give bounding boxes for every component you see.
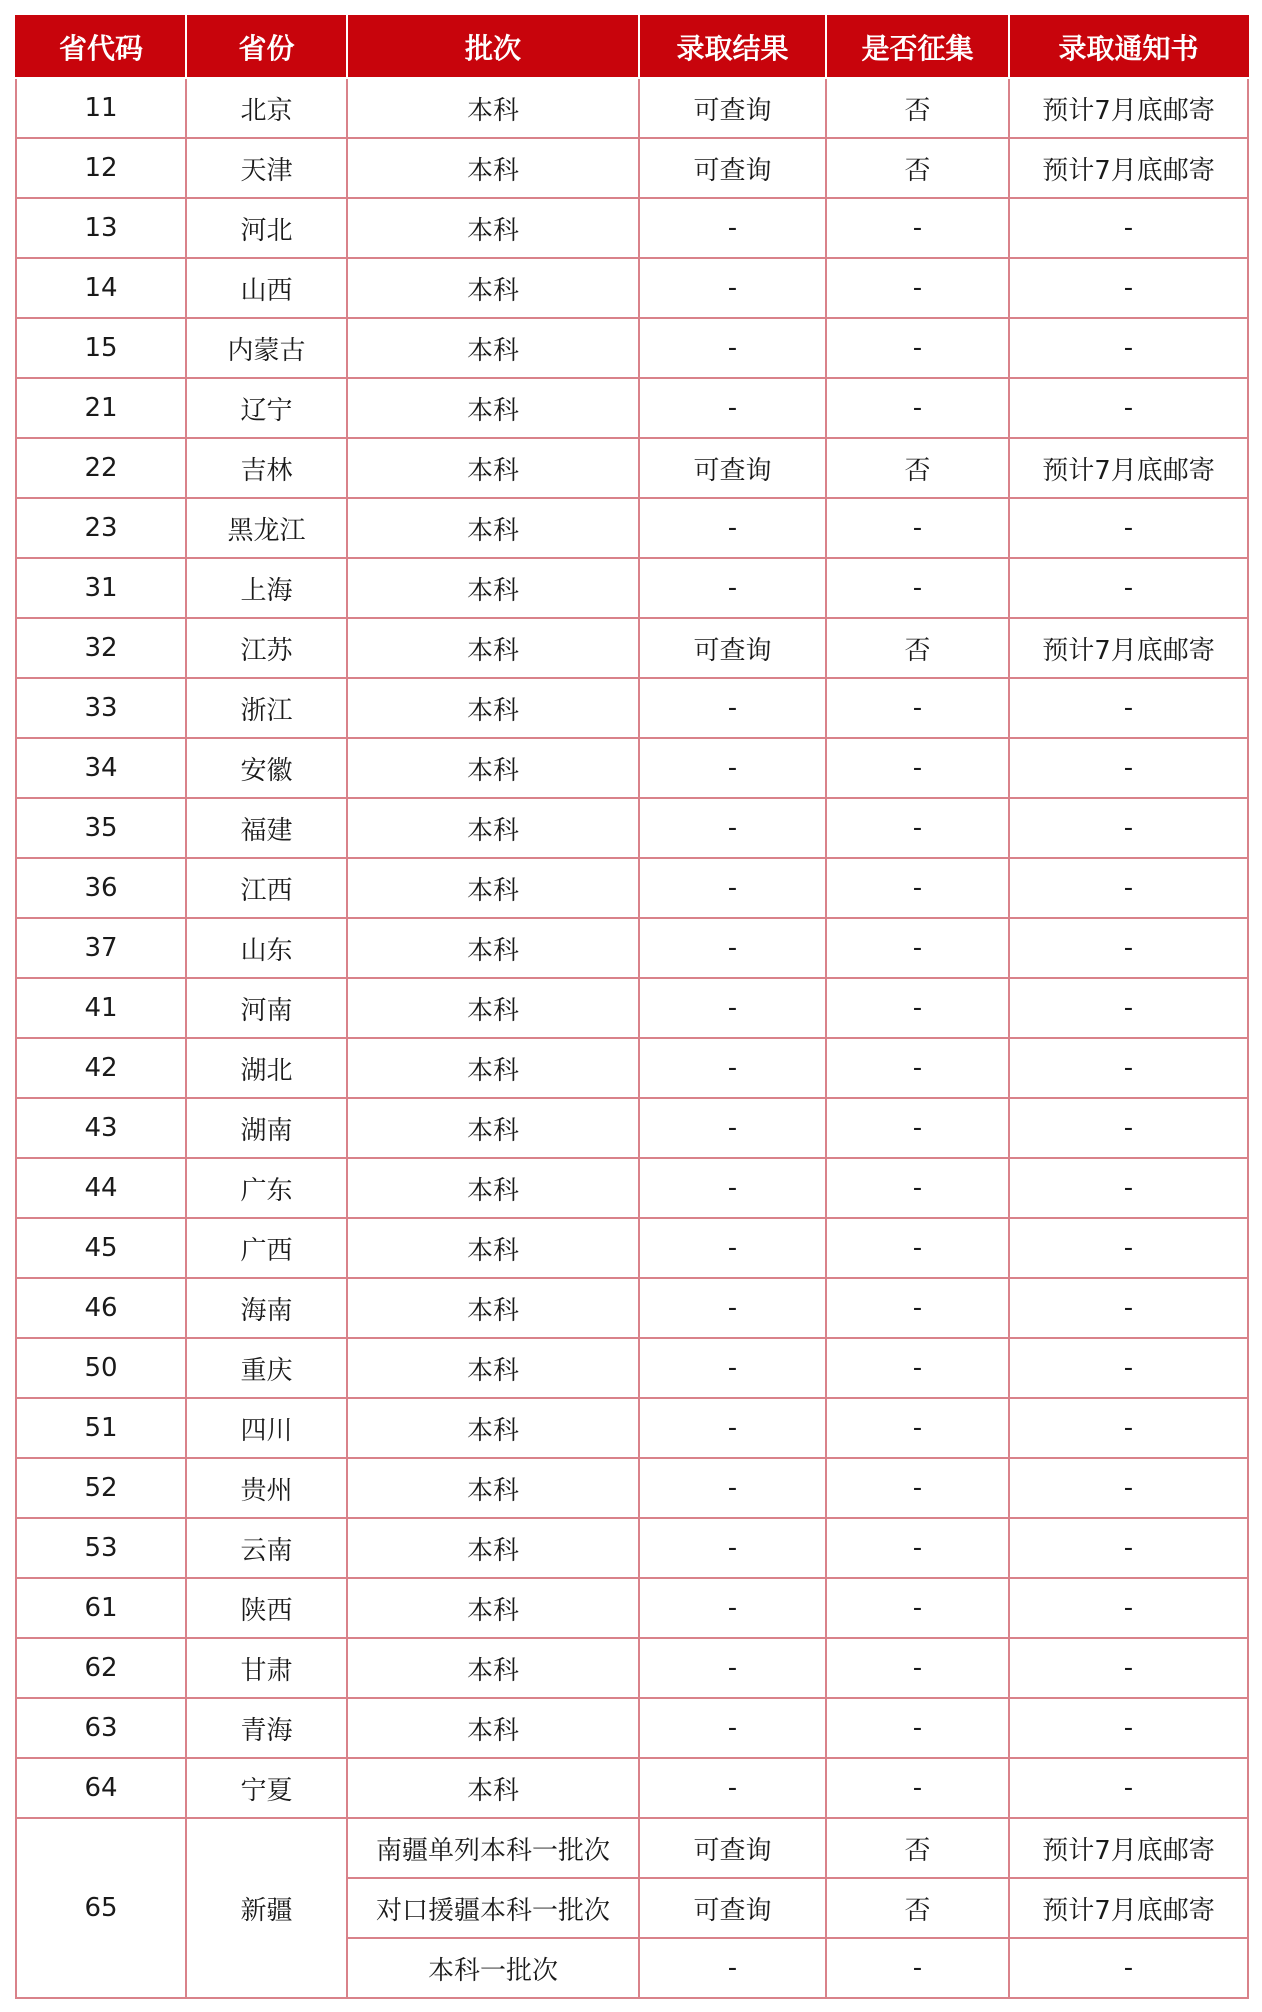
cell-province: 吉林: [186, 438, 347, 498]
cell-admission-result: -: [639, 378, 826, 438]
cell-solicitation: 否: [826, 138, 1009, 198]
cell-admission-result: -: [639, 498, 826, 558]
cell-admission-result: -: [639, 1638, 826, 1698]
cell-province: 黑龙江: [186, 498, 347, 558]
cell-province-code: 14: [16, 258, 186, 318]
cell-province: 贵州: [186, 1458, 347, 1518]
cell-admission-result: -: [639, 1938, 826, 1998]
cell-batch: 本科: [347, 738, 639, 798]
table-row: [16, 738, 1248, 798]
cell-solicitation: -: [826, 378, 1009, 438]
table-row: [16, 798, 1248, 858]
cell-province-code: 63: [16, 1698, 186, 1758]
table-row: [16, 1818, 1248, 1878]
cell-province: 甘肃: [186, 1638, 347, 1698]
cell-batch: 本科: [347, 198, 639, 258]
cell-admission-result: -: [639, 1338, 826, 1398]
cell-province: 上海: [186, 558, 347, 618]
cell-province-code: 53: [16, 1518, 186, 1578]
cell-batch: 本科: [347, 138, 639, 198]
table-row: [16, 318, 1248, 378]
cell-batch: 本科: [347, 918, 639, 978]
cell-admission-letter: -: [1009, 198, 1248, 258]
table-row: [16, 1038, 1248, 1098]
cell-province: 广西: [186, 1218, 347, 1278]
cell-province: 江西: [186, 858, 347, 918]
cell-admission-letter: -: [1009, 798, 1248, 858]
cell-admission-result: -: [639, 1038, 826, 1098]
cell-batch: 本科: [347, 1638, 639, 1698]
cell-admission-letter: -: [1009, 258, 1248, 318]
cell-province: 河北: [186, 198, 347, 258]
table-row: [16, 558, 1248, 618]
cell-province-code: 44: [16, 1158, 186, 1218]
cell-admission-letter: -: [1009, 1398, 1248, 1458]
cell-batch: 对口援疆本科一批次: [347, 1878, 639, 1938]
cell-province-code: 23: [16, 498, 186, 558]
cell-admission-result: -: [639, 1698, 826, 1758]
cell-admission-letter: -: [1009, 318, 1248, 378]
table-row: [16, 978, 1248, 1038]
cell-province: 天津: [186, 138, 347, 198]
cell-province-code: 64: [16, 1758, 186, 1818]
cell-admission-result: -: [639, 978, 826, 1038]
cell-province: 内蒙古: [186, 318, 347, 378]
cell-batch: 本科: [347, 1458, 639, 1518]
cell-solicitation: -: [826, 198, 1009, 258]
cell-admission-result: -: [639, 198, 826, 258]
cell-province: 重庆: [186, 1338, 347, 1398]
cell-province-code: 52: [16, 1458, 186, 1518]
cell-admission-letter: -: [1009, 1038, 1248, 1098]
cell-province-code: 32: [16, 618, 186, 678]
cell-province-code: 35: [16, 798, 186, 858]
cell-solicitation: -: [826, 1218, 1009, 1278]
table-row: [16, 618, 1248, 678]
table-row: [16, 1218, 1248, 1278]
table-row: [16, 498, 1248, 558]
cell-batch: 本科: [347, 1038, 639, 1098]
cell-province: 四川: [186, 1398, 347, 1458]
table-row: [16, 78, 1248, 138]
cell-solicitation: -: [826, 1638, 1009, 1698]
cell-admission-result: -: [639, 1218, 826, 1278]
table-row: [16, 858, 1248, 918]
cell-batch: 本科: [347, 798, 639, 858]
cell-province-code: 21: [16, 378, 186, 438]
cell-batch: 本科: [347, 1158, 639, 1218]
cell-solicitation: 否: [826, 78, 1009, 138]
cell-batch: 本科: [347, 1338, 639, 1398]
table-row: [16, 138, 1248, 198]
table-row: [16, 1278, 1248, 1338]
cell-batch: 本科: [347, 1398, 639, 1458]
cell-province-code: 45: [16, 1218, 186, 1278]
cell-solicitation: -: [826, 1698, 1009, 1758]
cell-province: 新疆: [186, 1818, 347, 1998]
cell-admission-letter: -: [1009, 1698, 1248, 1758]
cell-admission-result: -: [639, 1398, 826, 1458]
cell-admission-result: -: [639, 798, 826, 858]
cell-admission-result: -: [639, 318, 826, 378]
table-row: [16, 1638, 1248, 1698]
cell-admission-letter: -: [1009, 558, 1248, 618]
cell-batch: 本科: [347, 78, 639, 138]
cell-province: 山东: [186, 918, 347, 978]
cell-admission-result: 可查询: [639, 78, 826, 138]
cell-admission-result: 可查询: [639, 618, 826, 678]
cell-province-code: 36: [16, 858, 186, 918]
cell-batch: 本科: [347, 558, 639, 618]
table-body: [16, 78, 1248, 1998]
cell-province: 湖北: [186, 1038, 347, 1098]
cell-solicitation: -: [826, 738, 1009, 798]
cell-solicitation: 否: [826, 438, 1009, 498]
cell-solicitation: -: [826, 1038, 1009, 1098]
cell-admission-result: -: [639, 1758, 826, 1818]
cell-province-code: 62: [16, 1638, 186, 1698]
cell-solicitation: 否: [826, 618, 1009, 678]
cell-admission-letter: -: [1009, 918, 1248, 978]
cell-admission-letter: 预计7月底邮寄: [1009, 78, 1248, 138]
cell-solicitation: -: [826, 1278, 1009, 1338]
cell-solicitation: -: [826, 858, 1009, 918]
cell-province: 辽宁: [186, 378, 347, 438]
cell-admission-letter: -: [1009, 1578, 1248, 1638]
cell-admission-letter: -: [1009, 1218, 1248, 1278]
cell-solicitation: -: [826, 678, 1009, 738]
table-row: [16, 1338, 1248, 1398]
cell-solicitation: -: [826, 1458, 1009, 1518]
cell-province: 云南: [186, 1518, 347, 1578]
cell-province-code: 65: [16, 1818, 186, 1998]
cell-province: 北京: [186, 78, 347, 138]
cell-admission-letter: -: [1009, 1758, 1248, 1818]
cell-province: 海南: [186, 1278, 347, 1338]
cell-admission-letter: -: [1009, 678, 1248, 738]
cell-province-code: 41: [16, 978, 186, 1038]
cell-batch: 本科: [347, 1758, 639, 1818]
cell-batch: 本科: [347, 1578, 639, 1638]
cell-solicitation: -: [826, 558, 1009, 618]
cell-admission-result: 可查询: [639, 138, 826, 198]
cell-batch: 本科: [347, 1698, 639, 1758]
cell-batch: 本科: [347, 258, 639, 318]
cell-admission-letter: -: [1009, 1458, 1248, 1518]
header-batch: 批次: [347, 16, 639, 78]
cell-admission-letter: -: [1009, 1158, 1248, 1218]
cell-solicitation: -: [826, 918, 1009, 978]
table-row: [16, 1578, 1248, 1638]
cell-province: 广东: [186, 1158, 347, 1218]
cell-province: 安徽: [186, 738, 347, 798]
table-header-row: [16, 16, 1248, 78]
cell-admission-result: 可查询: [639, 438, 826, 498]
table-row: [16, 1758, 1248, 1818]
cell-batch: 本科: [347, 858, 639, 918]
cell-batch: 本科: [347, 1218, 639, 1278]
cell-admission-result: -: [639, 858, 826, 918]
cell-admission-letter: -: [1009, 1638, 1248, 1698]
cell-province: 江苏: [186, 618, 347, 678]
table-row: [16, 438, 1248, 498]
cell-province: 湖南: [186, 1098, 347, 1158]
cell-batch: 本科: [347, 378, 639, 438]
cell-province: 浙江: [186, 678, 347, 738]
cell-province-code: 22: [16, 438, 186, 498]
cell-admission-letter: -: [1009, 1338, 1248, 1398]
cell-batch: 本科: [347, 438, 639, 498]
header-province: 省份: [186, 16, 347, 78]
cell-province: 河南: [186, 978, 347, 1038]
cell-province-code: 34: [16, 738, 186, 798]
cell-province-code: 11: [16, 78, 186, 138]
cell-province-code: 51: [16, 1398, 186, 1458]
header-admission-result: 录取结果: [639, 16, 826, 78]
cell-admission-result: -: [639, 1098, 826, 1158]
cell-admission-letter: -: [1009, 738, 1248, 798]
table-row: [16, 1398, 1248, 1458]
cell-province-code: 33: [16, 678, 186, 738]
cell-batch: 本科: [347, 1518, 639, 1578]
cell-solicitation: -: [826, 1158, 1009, 1218]
cell-solicitation: -: [826, 798, 1009, 858]
cell-admission-letter: 预计7月底邮寄: [1009, 618, 1248, 678]
cell-batch: 本科: [347, 498, 639, 558]
table-row: [16, 198, 1248, 258]
cell-admission-letter: -: [1009, 1518, 1248, 1578]
cell-solicitation: -: [826, 1518, 1009, 1578]
cell-province: 福建: [186, 798, 347, 858]
cell-province: 青海: [186, 1698, 347, 1758]
cell-admission-letter: 预计7月底邮寄: [1009, 438, 1248, 498]
table-row: [16, 258, 1248, 318]
cell-province-code: 12: [16, 138, 186, 198]
cell-solicitation: -: [826, 498, 1009, 558]
cell-province-code: 61: [16, 1578, 186, 1638]
cell-province-code: 50: [16, 1338, 186, 1398]
table-row: [16, 918, 1248, 978]
cell-batch: 本科: [347, 1278, 639, 1338]
cell-province-code: 31: [16, 558, 186, 618]
cell-solicitation: -: [826, 258, 1009, 318]
cell-admission-result: -: [639, 1518, 826, 1578]
cell-solicitation: -: [826, 978, 1009, 1038]
cell-admission-result: -: [639, 558, 826, 618]
cell-province-code: 42: [16, 1038, 186, 1098]
cell-batch: 本科: [347, 1098, 639, 1158]
table-row: [16, 1158, 1248, 1218]
cell-admission-result: 可查询: [639, 1818, 826, 1878]
table-row: [16, 1458, 1248, 1518]
cell-province-code: 46: [16, 1278, 186, 1338]
cell-batch: 本科: [347, 678, 639, 738]
cell-admission-letter: 预计7月底邮寄: [1009, 1818, 1248, 1878]
cell-admission-result: -: [639, 258, 826, 318]
cell-batch: 本科一批次: [347, 1938, 639, 1998]
admission-status-table: [15, 15, 1249, 1999]
table-row: [16, 378, 1248, 438]
cell-solicitation: 否: [826, 1878, 1009, 1938]
table-row: [16, 678, 1248, 738]
cell-admission-result: -: [639, 1158, 826, 1218]
header-province-code: 省代码: [16, 16, 186, 78]
cell-admission-letter: -: [1009, 858, 1248, 918]
cell-solicitation: -: [826, 1578, 1009, 1638]
header-admission-letter: 录取通知书: [1009, 16, 1248, 78]
cell-admission-result: -: [639, 738, 826, 798]
header-solicitation: 是否征集: [826, 16, 1009, 78]
cell-admission-letter: -: [1009, 1938, 1248, 1998]
cell-solicitation: -: [826, 1098, 1009, 1158]
cell-admission-letter: -: [1009, 498, 1248, 558]
cell-batch: 南疆单列本科一批次: [347, 1818, 639, 1878]
cell-admission-letter: 预计7月底邮寄: [1009, 1878, 1248, 1938]
cell-solicitation: -: [826, 1398, 1009, 1458]
cell-province: 宁夏: [186, 1758, 347, 1818]
cell-admission-letter: -: [1009, 1278, 1248, 1338]
cell-solicitation: 否: [826, 1818, 1009, 1878]
cell-admission-letter: -: [1009, 1098, 1248, 1158]
cell-batch: 本科: [347, 978, 639, 1038]
cell-admission-result: 可查询: [639, 1878, 826, 1938]
cell-solicitation: -: [826, 318, 1009, 378]
cell-admission-result: -: [639, 1578, 826, 1638]
cell-province-code: 13: [16, 198, 186, 258]
table-row: [16, 1518, 1248, 1578]
cell-solicitation: -: [826, 1338, 1009, 1398]
cell-province-code: 37: [16, 918, 186, 978]
cell-admission-result: -: [639, 918, 826, 978]
cell-batch: 本科: [347, 318, 639, 378]
cell-province-code: 15: [16, 318, 186, 378]
table-row: [16, 1098, 1248, 1158]
cell-admission-result: -: [639, 1458, 826, 1518]
cell-admission-letter: 预计7月底邮寄: [1009, 138, 1248, 198]
cell-admission-result: -: [639, 1278, 826, 1338]
cell-admission-letter: -: [1009, 978, 1248, 1038]
cell-province: 山西: [186, 258, 347, 318]
cell-batch: 本科: [347, 618, 639, 678]
cell-solicitation: -: [826, 1938, 1009, 1998]
table-row: [16, 1698, 1248, 1758]
cell-admission-letter: -: [1009, 378, 1248, 438]
cell-province-code: 43: [16, 1098, 186, 1158]
cell-admission-result: -: [639, 678, 826, 738]
cell-province: 陕西: [186, 1578, 347, 1638]
cell-solicitation: -: [826, 1758, 1009, 1818]
